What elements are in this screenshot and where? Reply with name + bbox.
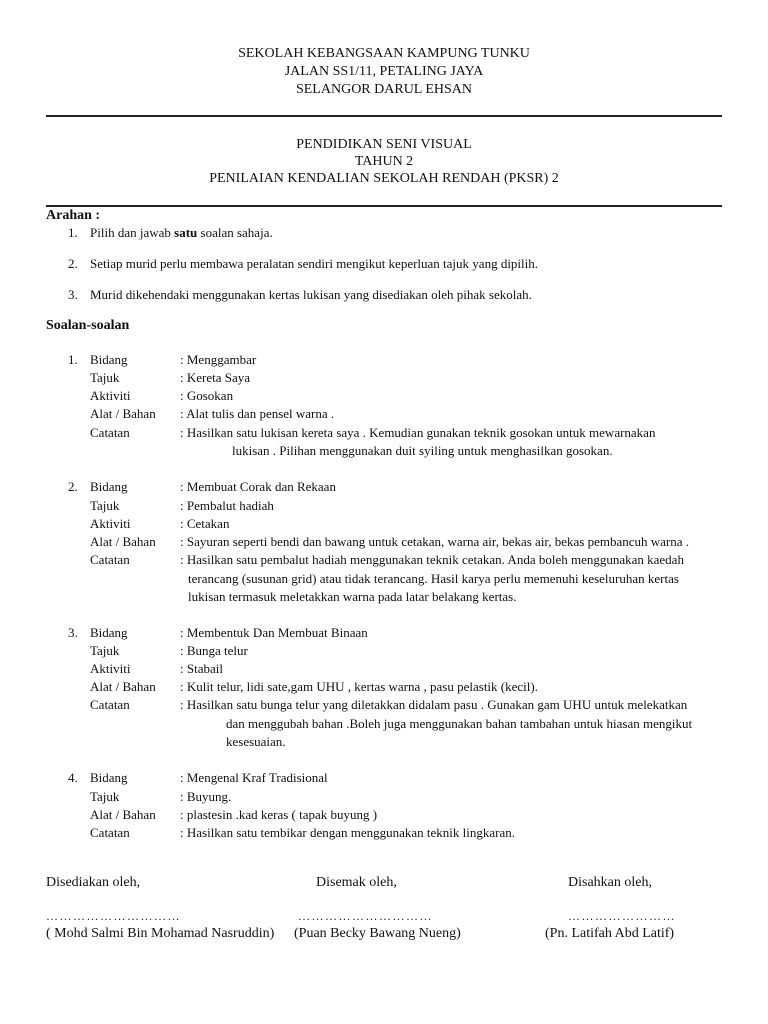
signature-line: …………………………	[298, 909, 433, 923]
header-divider	[46, 115, 722, 117]
approver-name: (Pn. Latifah Abd Latif)	[545, 926, 675, 941]
instruction-number: 3.	[68, 287, 78, 302]
field-value: : Kereta Saya	[180, 370, 251, 385]
field-label: Tajuk	[90, 370, 120, 385]
field-value: : Cetakan	[180, 516, 230, 531]
field-value: : Hasilkan satu bunga telur yang diletakkan didalam pasu . Gunakan gam UHU untuk melekatkan	[180, 697, 688, 712]
field-label: Aktiviti	[90, 388, 131, 403]
field-value: : plastesin .kad keras ( tapak buyung )	[180, 807, 378, 822]
instruction-text: Setiap murid perlu membawa peralatan sendiri mengikut keperluan tajuk yang dipilih.	[90, 256, 539, 271]
field-value-continued: terancang (susunan grid) atau tidak terancang. Hasil karya perlu memenuhi keseluruhan kertas	[188, 571, 679, 586]
reviewed-by-label: Disemak oleh,	[316, 875, 397, 890]
instruction-number: 2.	[68, 256, 78, 271]
field-value: : Membentuk Dan Membuat Binaan	[180, 625, 368, 640]
field-label: Catatan	[90, 697, 130, 712]
signature-line: ……………………	[568, 909, 676, 923]
field-value-continued: kesesuaian.	[226, 734, 286, 749]
field-value: : Hasilkan satu tembikar dengan menggunakan teknik lingkaran.	[180, 825, 516, 840]
field-value: : Gosokan	[180, 388, 234, 403]
field-label: Bidang	[90, 352, 128, 367]
subject-divider	[46, 205, 722, 207]
field-value: : Hasilkan satu lukisan kereta saya . Kemudian gunakan teknik gosokan untuk mewarnakan	[180, 425, 656, 440]
field-value: : Membuat Corak dan Rekaan	[180, 479, 336, 494]
field-label: Tajuk	[90, 789, 120, 804]
reviewer-name: (Puan Becky Bawang Nueng)	[294, 926, 461, 941]
field-label: Alat / Bahan	[90, 807, 156, 822]
field-label: Bidang	[90, 479, 128, 494]
instruction-text: Pilih dan jawab satu soalan sahaja.	[90, 225, 273, 240]
field-value: : Bunga telur	[180, 643, 248, 658]
school-address: JALAN SS1/11, PETALING JAYA	[284, 64, 484, 79]
questions-heading: Soalan-soalan	[46, 318, 130, 333]
instruction-number: 1.	[68, 225, 78, 240]
field-value: : Pembalut hadiah	[180, 498, 274, 513]
field-value: : Stabail	[180, 661, 223, 676]
year-label: TAHUN 2	[354, 154, 414, 169]
field-label: Catatan	[90, 825, 130, 840]
question-number: 4.	[68, 770, 78, 785]
field-label: Bidang	[90, 625, 128, 640]
subject-title: PENDIDIKAN SENI VISUAL	[296, 137, 472, 152]
field-label: Bidang	[90, 770, 128, 785]
field-label: Alat / Bahan	[90, 679, 156, 694]
question-number: 3.	[68, 625, 78, 640]
field-label: Alat / Bahan	[90, 534, 156, 549]
signature-line: …………………………	[46, 909, 181, 923]
instructions-heading: Arahan :	[46, 208, 101, 223]
field-value: : Alat tulis dan pensel warna .	[180, 406, 335, 421]
field-label: Aktiviti	[90, 516, 131, 531]
field-value: : Menggambar	[180, 352, 257, 367]
prepared-by-label: Disediakan oleh,	[46, 875, 141, 890]
field-label: Aktiviti	[90, 661, 131, 676]
field-value-continued: dan menggubah bahan .Boleh juga menggunakan bahan tambahan untuk hiasan mengikut	[226, 716, 693, 731]
assessment-title: PENILAIAN KENDALIAN SEKOLAH RENDAH (PKSR) 2	[209, 171, 559, 186]
field-value: : Buyung.	[180, 789, 232, 804]
field-label: Alat / Bahan	[90, 406, 156, 421]
field-value-continued: lukisan termasuk meletakkan warna pada latar belakang kertas.	[188, 589, 517, 604]
approved-by-label: Disahkan oleh,	[568, 875, 652, 890]
preparer-name: ( Mohd Salmi Bin Mohamad Nasruddin)	[46, 926, 275, 941]
field-value: : Hasilkan satu pembalut hadiah menggunakan teknik cetakan. Anda boleh menggunakan kaedah	[180, 552, 684, 567]
school-state: SELANGOR DARUL EHSAN	[295, 82, 473, 97]
instruction-text: Murid dikehendaki menggunakan kertas lukisan yang disediakan oleh pihak sekolah.	[90, 287, 532, 302]
field-value: : Mengenal Kraf Tradisional	[180, 770, 328, 785]
question-number: 1.	[68, 352, 78, 367]
field-label: Catatan	[90, 425, 130, 440]
field-label: Catatan	[90, 552, 130, 567]
question-number: 2.	[68, 479, 78, 494]
field-label: Tajuk	[90, 498, 120, 513]
field-label: Tajuk	[90, 643, 120, 658]
field-value-continued: lukisan . Pilihan menggunakan duit syiling untuk menghasilkan gosokan.	[232, 443, 613, 458]
school-name: SEKOLAH KEBANGSAAN KAMPUNG TUNKU	[238, 46, 530, 61]
field-value: : Kulit telur, lidi sate,gam UHU , kertas warna , pasu pelastik (kecil).	[180, 679, 538, 694]
field-value: : Sayuran seperti bendi dan bawang untuk cetakan, warna air, bekas air, bekas pembancuh warna .	[180, 534, 690, 549]
